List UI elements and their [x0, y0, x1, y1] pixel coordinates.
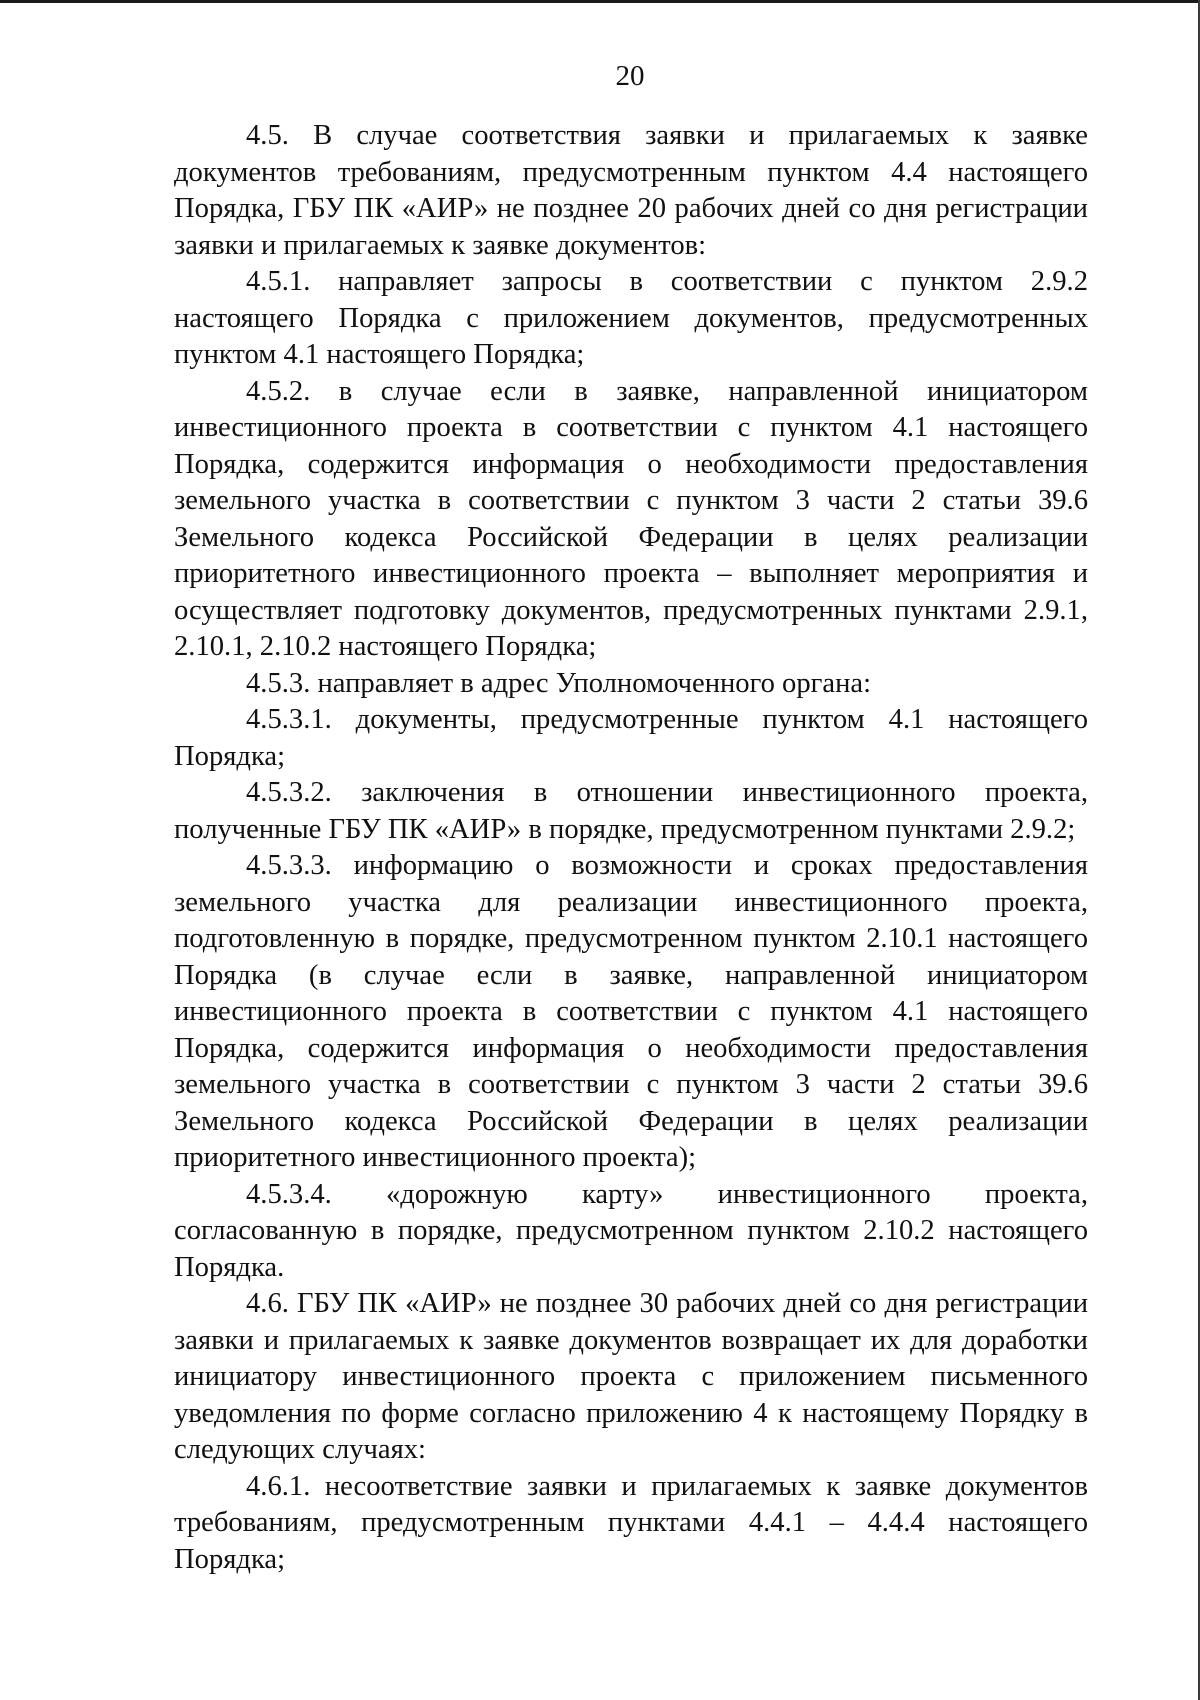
paragraph-4-5-2: 4.5.2. в случае если в заявке, направленной инициатором инвестиционного проекта в соответствии с пунктом 4.1 настоящего Порядка, содержится информация о необходимости предоставления земельного участка в соответствии с пунктом 3 части 2 статьи 39.6 Земельного кодекса Российской Федерации в целях реализации приоритетного инвестиционного проекта – выполняет мероприятия и осуществляет подготовку документов, предусмотренных пунктами 2.9.1, 2.10.1, 2.10.2 настоящего Порядка; — [174, 375, 1088, 662]
paragraph-4-5: 4.5. В случае соответствия заявки и прилагаемых к заявке документов требованиям, предусмотренным пунктом 4.4 настоящего Порядка, ГБУ ПК «АИР» не позднее 20 рабочих дней со дня регистрации заявки и прилагаемых к заявке документов: — [174, 120, 1088, 261]
scan-edge-top — [0, 0, 1200, 3]
paragraph-4-5-3-3: 4.5.3.3. информацию о возможности и сроках предоставления земельного участка для реализации инвестиционного проекта, подготовленную в порядке, предусмотренном пунктом 2.10.1 настоящего Порядка (в случае если в заявке, направленной инициатором инвестиционного проекта в соответствии с пунктом 4.1 настоящего Порядка, содержится информация о необходимости предоставления земельного участка в соответствии с пунктом 3 части 2 статьи 39.6 Земельного кодекса Российской Федерации в целях реализации приоритетного инвестиционного проекта); — [174, 850, 1088, 1173]
paragraph-4-5-3-1: 4.5.3.1. документы, предусмотренные пунктом 4.1 настоящего Порядка; — [174, 704, 1088, 772]
page-number: 20 — [615, 60, 645, 92]
paragraph-4-5-1: 4.5.1. направляет запросы в соответствии с пунктом 2.9.2 настоящего Порядка с приложением документов, предусмотренных пунктом 4.1 настоящего Порядка; — [174, 266, 1088, 370]
paragraph-4-5-3: 4.5.3. направляет в адрес Уполномоченного органа: — [246, 667, 872, 699]
document-body — [174, 118, 1088, 1578]
paragraph-4-5-3-2: 4.5.3.2. заключения в отношении инвестиционного проекта, полученные ГБУ ПК «АИР» в порядке, предусмотренном пунктами 2.9.2; — [174, 777, 1088, 845]
paragraph-4-6-1: 4.6.1. несоответствие заявки и прилагаемых к заявке документов требованиям, предусмотренным пунктами 4.4.1 – 4.4.4 настоящего Порядка; — [174, 1470, 1088, 1575]
paragraph-4-5-3-4: 4.5.3.4. «дорожную карту» инвестиционного проекта, согласованную в порядке, предусмотренном пунктом 2.10.2 настоящего Порядка. — [174, 1178, 1088, 1283]
paragraph-4-6: 4.6. ГБУ ПК «АИР» не позднее 30 рабочих дней со дня регистрации заявки и прилагаемых к заявке документов возвращает их для доработки инициатору инвестиционного проекта с приложением письменного уведомления по форме согласно приложению 4 к настоящему Порядку в следующих случаях: — [174, 1288, 1088, 1465]
